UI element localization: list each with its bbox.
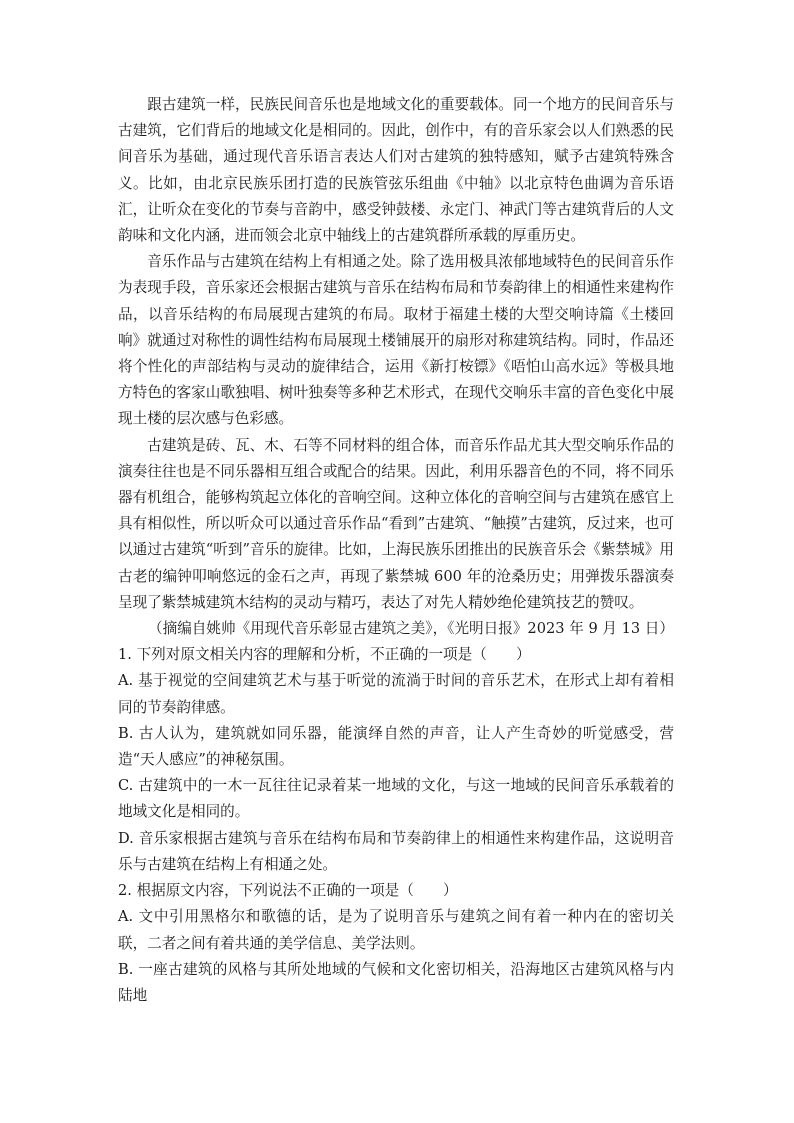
- passage-paragraph-3: 古建筑是砖、瓦、木、石等不同材料的组合体，而音乐作品尤其大型交响乐作品的演奏往往也是不同乐器相互组合或配合的结果。因此，利用乐器音色的不同，将不同乐器有机组合，能够构筑起立体化的音响空间。这种立体化的音响空间与古建筑在感官上具有相似性，所以听众可以通过音乐作品“看到”古建筑、“触摸”古建筑，反过来，也可以通过古建筑“听到”音乐的旋律。比如，上海民族乐团推出的民族音乐会《紫禁城》用古老的编钟叩响悠远的金石之声，再现了紫禁城 600 年的沧桑历史；用弹拨乐器演奏呈现了紫禁城建筑木结构的灵动与精巧，表达了对先人精妙绝伦建筑技艺的赞叹。: [118, 436, 674, 611]
- passage-paragraph-1: 跟古建筑一样，民族民间音乐也是地域文化的重要载体。同一个地方的民间音乐与古建筑，它们背后的地域文化是相同的。因此，创作中，有的音乐家会以人们熟悉的民间音乐为基础，通过现代音乐语言表达人们对古建筑的独特感知，赋予古建筑特殊含义。比如，由北京民族乐团打造的民族管弦乐组曲《中轴》以北京特色曲调为音乐语汇，让听众在变化的节奏与音韵中，感受钟鼓楼、永定门、神武门等古建筑背后的人文韵味和文化内涵，进而领会北京中轴线上的古建筑群所承载的厚重历史。: [118, 96, 674, 245]
- question-2-option-b: B. 一座古建筑的风格与其所处地域的气候和文化密切相关，沿海地区古建筑风格与内陆地: [118, 960, 674, 1004]
- question-1-option-b: B. 古人认为，建筑就如同乐器，能演绎自然的声音，让人产生奇妙的听觉感受，营造“天人感应”的神秘氛围。: [118, 724, 674, 769]
- question-1-option-a: A. 基于视觉的空间建筑艺术与基于听觉的流淌于时间的音乐艺术，在形式上却有着相同的节奏韵律感。: [118, 672, 674, 716]
- passage-source: （摘编自姚帅《用现代音乐彰显古建筑之美》，《光明日报》2023 年 9 月 13 日）: [148, 620, 674, 638]
- passage-paragraph-2: 音乐作品与古建筑在结构上有相通之处。除了选用极具浓郁地域特色的民间音乐作为表现手段，音乐家还会根据古建筑与音乐在结构布局和节奏韵律上的相通性来建构作品，以音乐结构的布局展现古建筑的布局。取材于福建土楼的大型交响诗篇《土楼回响》就通过对称性的调性结构布局展现土楼铺展开的扇形对称建筑结构。同时，作品还将个性化的声部结构与灵动的旋律结合，运用《新打桉镖》《唔怕山高水远》等极具地方特色的客家山歌独唱、树叶独奏等多种艺术形式，在现代交响乐丰富的音色变化中展现土楼的层次感与色彩感。: [118, 253, 674, 428]
- question-1-option-d: D. 音乐家根据古建筑与音乐在结构布局和节奏韵律上的相通性来构建作品，这说明音乐与古建筑在结构上有相通之处。: [118, 829, 674, 873]
- question-2-stem: 2. 根据原文内容，下列说法不正确的一项是（ ）: [118, 882, 458, 900]
- question-1-option-c: C. 古建筑中的一木一瓦往往记录着某一地域的文化，与这一地域的民间音乐承载着的地域文化是相同的。: [118, 777, 674, 821]
- document-page: [118, 92, 674, 1009]
- question-2-option-a: A. 文中引用黑格尔和歌德的话，是为了说明音乐与建筑之间有着一种内在的密切关联，二者之间有着共通的美学信息、美学法则。: [118, 908, 674, 952]
- question-1-stem: 1. 下列对原文相关内容的理解和分析，不正确的一项是（ ）: [118, 646, 531, 664]
